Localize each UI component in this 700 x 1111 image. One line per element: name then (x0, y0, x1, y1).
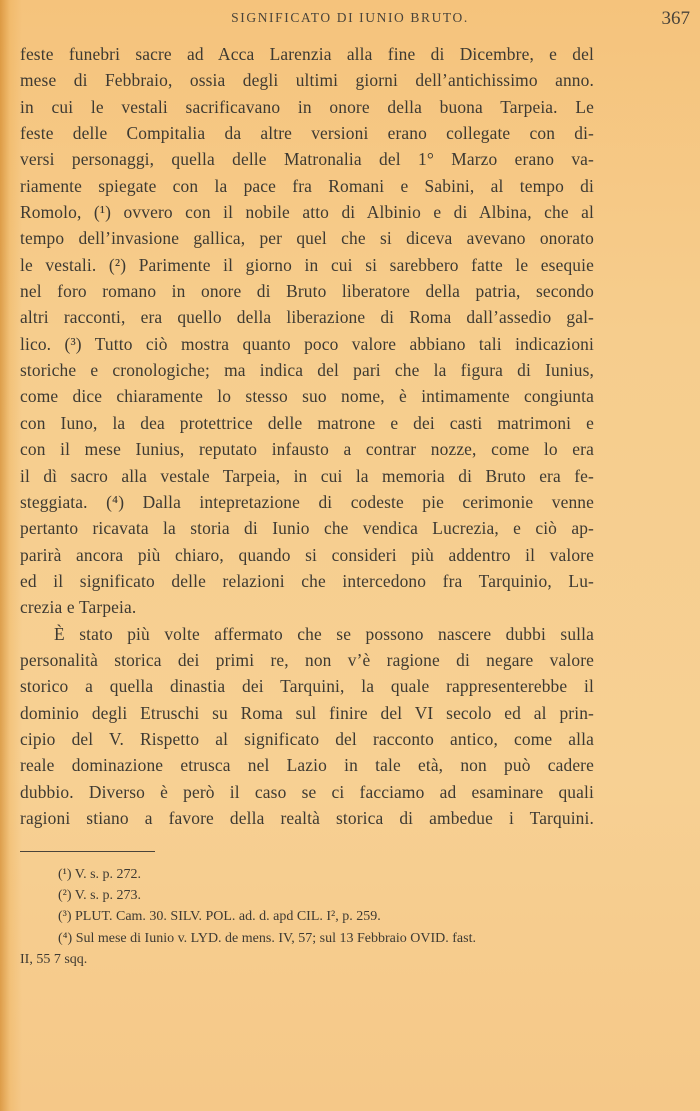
running-title: SIGNIFICATO DI IUNIO BRUTO. (231, 10, 469, 25)
footnote-line: (³) PLUT. Cam. 30. SILV. POL. ad. d. apd CIL. I², p. 259. (58, 909, 381, 925)
text-line: come dice chiaramente lo stesso suo nome, è intimamente congiunta (20, 386, 594, 407)
text-line: dubbio. Diverso è però il caso se ci facciamo ad esaminare quali (20, 781, 594, 802)
text-line: mese di Febbraio, ossia degli ultimi giorni dell’antichissimo anno. (20, 70, 594, 91)
text-line: pertanto ricavata la storia di Iunio che vendica Lucrezia, e ciò ap- (20, 518, 594, 539)
text-line: feste funebri sacre ad Acca Larenzia alla fine di Dicembre, e del (20, 44, 594, 64)
text-line: feste delle Compitalia da altre versioni erano collegate con di- (20, 123, 594, 144)
text-line: il dì sacro alla vestale Tarpeia, in cui la memoria di Bruto era fe- (20, 465, 594, 486)
text-line: storico a quella dinastia dei Tarquini, la quale rappresenterebbe il (20, 676, 594, 697)
text-line: reale dominazione etrusca nel Lazio in tale età, non può cadere (20, 755, 594, 776)
main-text (20, 41, 594, 831)
text-line: steggiata. (⁴) Dalla intepretazione di codeste pie cerimonie venne (20, 491, 594, 512)
text-line: storiche e cronologiche; ma indica del pari che la figura di Iunius, (20, 360, 594, 381)
text-line: personalità storica dei primi re, non v’è ragione di negare valore (20, 649, 594, 670)
text-line: dominio degli Etruschi su Roma sul finire del VI secolo ed al prin- (20, 702, 594, 723)
text-line: crezia e Tarpeia. (20, 597, 137, 618)
text-line: altri racconti, era quello della liberazione di Roma dall’assedio gal- (20, 307, 594, 328)
text-line: lico. (³) Tutto ciò mostra quanto poco valore abbiano tali indicazioni (20, 333, 594, 354)
text-line: tempo dell’invasione gallica, per quel che si diceva avevano onorato (20, 228, 594, 249)
paragraph-start-line: È stato più volte affermato che se possono nascere dubbi sulla (54, 623, 594, 644)
text-line: cipio del V. Rispetto al significato del racconto antico, come alla (20, 728, 594, 749)
text-line: con il mese Iunius, reputato infausto a contrar nozze, come lo era (20, 439, 594, 460)
text-line: nel foro romano in onore di Bruto liberatore della patria, secondo (20, 281, 594, 302)
footnote-line: (⁴) Sul mese di Iunio v. LYD. de mens. IV, 57; sul 13 Febbraio OVID. fast. (58, 930, 476, 946)
text-line: Romolo, (¹) ovvero con il nobile atto di Albinio e di Albina, che al (20, 202, 594, 223)
text-line: ed il significato delle relazioni che intercedono fra Tarquinio, Lu- (20, 570, 594, 591)
footnotes (20, 864, 596, 970)
footnote-line: II, 55 7 sqq. (20, 951, 88, 967)
text-line: le vestali. (²) Parimente il giorno in cui si sarebbero fatte le esequie (20, 254, 594, 275)
text-line: parirà ancora più chiaro, quando si consideri più addentro il valore (20, 544, 594, 565)
footnote-line: (²) V. s. p. 273. (58, 888, 142, 904)
text-line: in cui le vestali sacrificavano in onore della buona Tarpeia. Le (20, 96, 594, 117)
text-line: riamente spiegate con la pace fra Romani e Sabini, al tempo di (20, 175, 594, 196)
running-head (0, 8, 700, 30)
page-number: 367 (661, 8, 690, 29)
footnote-line: (¹) V. s. p. 272. (58, 867, 142, 882)
text-line: con Iuno, la dea protettrice delle matrone e dei casti matrimoni e (20, 412, 594, 433)
footnote-divider (20, 851, 155, 852)
text-line: ragioni stiano a favore della realtà storica di ambedue i Tarquini. (20, 807, 594, 828)
text-line: versi personaggi, quella delle Matronalia del 1° Marzo erano va- (20, 149, 594, 170)
